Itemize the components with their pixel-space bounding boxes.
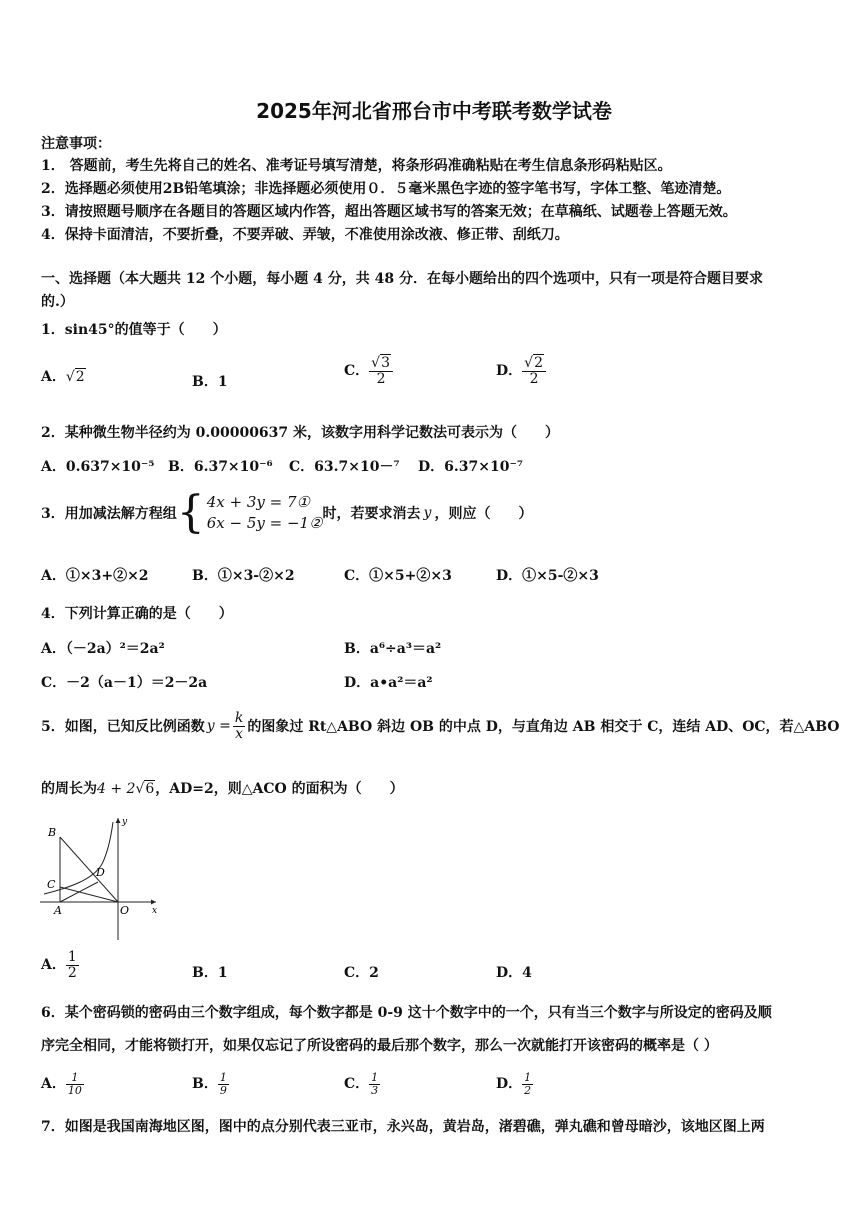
- q6-stem: 6．某个密码锁的密码由三个数字组成，每个数字都是 0-9 这十个数字中的一个，只有当三个数字与所设定的密码及顺: [41, 1005, 772, 1021]
- q1-option-d: [496, 356, 546, 386]
- section-heading-cont: 的.）: [41, 294, 74, 310]
- q5-c-label: C．: [344, 965, 370, 981]
- q1-option-a: [41, 366, 86, 386]
- q6-option-d: [496, 1072, 533, 1096]
- label-c: C: [47, 878, 56, 891]
- x-axis-arrow-icon: [151, 900, 156, 905]
- q5-a-label: A．: [41, 957, 66, 974]
- numerator: 1: [524, 1071, 532, 1084]
- q1-option-b: [192, 371, 228, 391]
- q5-option-b: [192, 962, 228, 982]
- numerator: 1: [71, 1071, 79, 1084]
- note-item-3: 3．请按照题号顺序在各题目的答题区域内作答，超出答题区域书写的答案无效；在草稿纸、试题卷上答题无效。: [41, 204, 737, 220]
- q3-option-a: A．①×3+②×2: [41, 568, 149, 584]
- label-x: x: [152, 906, 158, 916]
- q3-option-d: D．①×5-②×3: [496, 568, 599, 584]
- q1-c-label: C．: [344, 363, 370, 380]
- equation-system: [176, 487, 323, 538]
- label-a: A: [54, 904, 62, 917]
- radicand: 6: [145, 781, 155, 797]
- label-y: y: [122, 817, 128, 827]
- q5-b-label: B．: [192, 965, 218, 981]
- denominator: 2: [376, 370, 386, 387]
- function-fraction: [233, 711, 245, 741]
- q1-b-value: 1: [217, 374, 228, 390]
- q4-option-a: A．（－2a）²＝2a²: [41, 641, 165, 657]
- q5-d-label: D．: [496, 965, 523, 981]
- q5-stem-post: 的图象过 Rt△ABO 斜边 OB 的中点 D，与直角边 AB 相交于 C，连结 AD、OC，若△ABO: [247, 719, 840, 736]
- q5-stem-pre: 5．如图，已知反比例函数: [41, 719, 205, 736]
- q3-stem-pre: 3．用加减法解方程组: [41, 506, 177, 522]
- radicand: 2: [534, 355, 543, 371]
- q5-c-value: 2: [369, 965, 379, 981]
- q5-stem: [41, 711, 839, 741]
- label-b: B: [48, 826, 57, 839]
- q5-stem-line2: [41, 778, 404, 798]
- q1-b-label: B．: [192, 374, 218, 390]
- section-heading: 一、选择题（本大题共 12 个小题，每小题 4 分，共 48 分．在每小题给出的四个选项中，只有一项是符合题目要求: [41, 271, 763, 287]
- q3-variable: y: [423, 505, 432, 521]
- q5-b-value: 1: [217, 965, 228, 981]
- q5-d-value: 4: [522, 965, 532, 981]
- notes-heading: 注意事项：: [41, 136, 111, 152]
- equation-1: 4x + 3y = 7①: [206, 493, 310, 511]
- q4-option-c: C．－2（a－1）＝2－2a: [41, 675, 208, 691]
- q6-c-label: C．: [344, 1076, 370, 1093]
- q6-a-label: A．: [41, 1076, 66, 1093]
- segment-ob: [60, 837, 118, 902]
- q6-option-c: [344, 1072, 380, 1096]
- numerator: k: [234, 710, 244, 726]
- q3-stem-end: ，则应（ ）: [434, 506, 533, 522]
- q1-a-label: A．: [41, 369, 66, 385]
- denominator: 2: [529, 370, 539, 387]
- q5-option-c: [344, 962, 379, 982]
- sqrt-expression: √2: [65, 369, 85, 385]
- numerator: 1: [219, 1071, 227, 1084]
- q5-figure: [38, 812, 168, 947]
- denominator: x: [235, 725, 244, 742]
- brace-icon: {: [176, 487, 205, 538]
- q3-option-b: B．①×3-②×2: [192, 568, 295, 584]
- q5-option-a: [41, 950, 79, 980]
- denominator: 9: [219, 1083, 227, 1097]
- denominator: 2: [524, 1083, 532, 1097]
- q1-stem: 1．sin45°的值等于（ ）: [41, 322, 227, 338]
- denominator: 3: [371, 1083, 379, 1097]
- fraction: $\frac{√2}{2}$: [522, 356, 546, 386]
- note-item-1: 1． 答题前，考生先将自己的姓名、准考证号填写清楚，将条形码准确粘贴在考生信息条形码粘贴区。: [41, 158, 672, 174]
- q1-d-label: D．: [496, 363, 523, 380]
- fraction: [66, 1072, 84, 1096]
- perimeter-expr: 4 + 2: [97, 781, 136, 797]
- q1-option-c: [344, 356, 393, 386]
- numerator: 1: [67, 949, 77, 965]
- q2-option-c: C．63.7×10－⁷: [289, 459, 400, 475]
- q7-stem: 7．如图是我国南海地区图，图中的点分别代表三亚市，永兴岛，黄岩岛，渚碧礁，弹丸礁和曾母暗沙，该地区图上两: [41, 1119, 765, 1135]
- fraction: [66, 950, 79, 980]
- sqrt-expression: √6: [135, 781, 155, 797]
- label-d: D: [96, 866, 105, 879]
- q2-option-a: A．0.637×10⁻⁵: [41, 459, 155, 475]
- q4-option-d: D．a•a²＝a²: [344, 675, 433, 691]
- q5-line2-post: ，AD=2，则△ACO 的面积为（ ）: [155, 781, 404, 797]
- radicand: 2: [75, 369, 85, 385]
- q2-stem: 2．某种微生物半径约为 0.00000637 米，该数字用科学记数法可表示为（ ）: [41, 425, 560, 441]
- q2-option-d: D．6.37×10⁻⁷: [418, 459, 523, 475]
- note-item-2: 2．选择题必须使用2B铅笔填涂；非选择题必须使用０．５毫米黑色字迹的签字笔书写，字体工整、笔迹清楚。: [41, 181, 731, 197]
- numerator: 1: [371, 1071, 379, 1084]
- fraction: [369, 1072, 380, 1096]
- denominator: 2: [67, 964, 77, 981]
- q6-option-b: [192, 1072, 229, 1096]
- q5-line2-pre: 的周长为: [41, 781, 97, 797]
- q3-stem-post: 时，若要求消去: [322, 506, 421, 522]
- q3-option-c: C．①×5+②×3: [344, 568, 452, 584]
- q4-stem: 4．下列计算正确的是（ ）: [41, 606, 233, 622]
- q6-stem-cont: 序完全相同，才能将锁打开，如果仅忘记了所设密码的最后那个数字，那么一次就能打开该密码的概率是（ ）: [41, 1038, 718, 1054]
- function-lhs: y =: [206, 718, 231, 735]
- fraction: $\frac{√3}{2}$: [369, 356, 393, 386]
- fraction: [218, 1072, 229, 1096]
- q3-stem: [41, 487, 533, 538]
- q6-b-label: B．: [192, 1076, 218, 1093]
- radicand: 3: [381, 355, 390, 371]
- q5-option-d: [496, 962, 532, 982]
- q2-option-b: B．6.37×10⁻⁶: [168, 459, 273, 475]
- q6-option-a: [41, 1072, 84, 1096]
- equation-2: 6x − 5y = −1②: [206, 514, 323, 532]
- fraction: [522, 1072, 533, 1096]
- q4-option-b: B．a⁶÷a³＝a²: [344, 641, 442, 657]
- y-axis-arrow-icon: [116, 818, 121, 823]
- denominator: 10: [67, 1083, 82, 1097]
- segment-oc: [60, 887, 118, 902]
- label-o: O: [120, 904, 130, 917]
- note-item-4: 4．保持卡面清洁，不要折叠，不要弄破、弄皱，不准使用涂改液、修正带、刮纸刀。: [41, 227, 569, 243]
- q6-d-label: D．: [496, 1076, 523, 1093]
- page-title: 2025年河北省邢台市中考联考数学试卷: [256, 99, 612, 123]
